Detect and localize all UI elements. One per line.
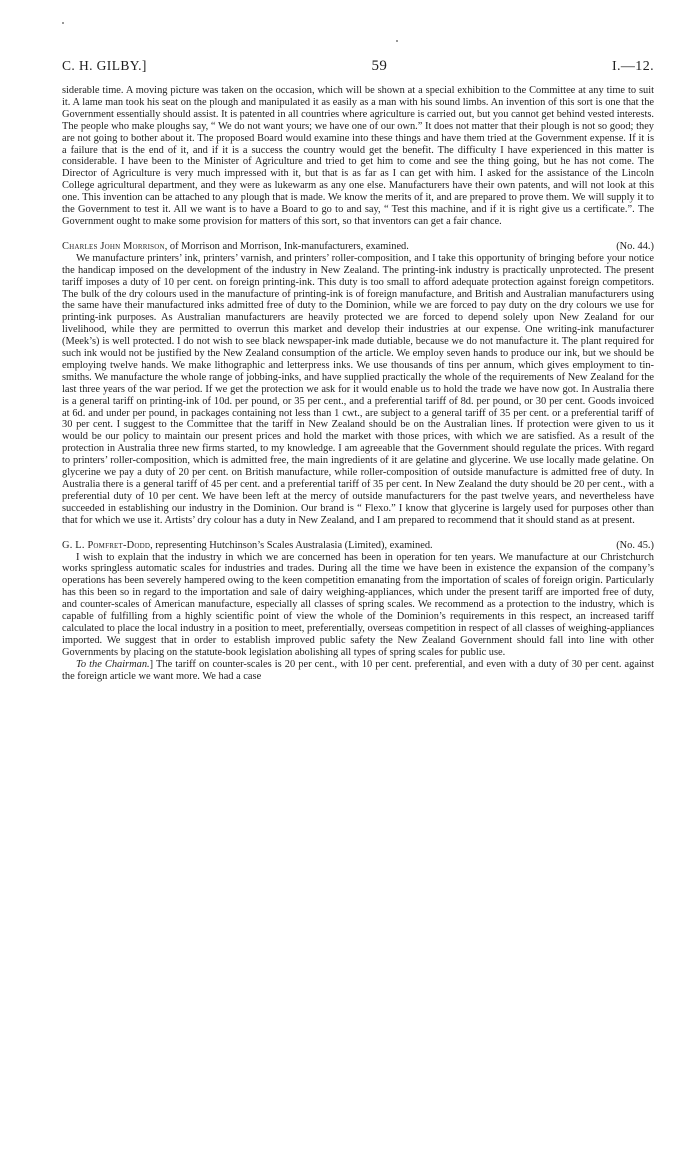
document-page <box>62 58 654 683</box>
pomfret-evidence: I wish to explain that the industry in which we are concerned has been in operation for ten years. We manufacture at our Christchurch works springless automatic scales for industries and trades. During all the time we have been in existence the expansion of the company’s operations has been severely hampered owing to the keen competition emanating from the importation of scales of foreign origin. Particularly has this been so in regard to the importation and sale of dairy weighing-appliances, which under the present tariff are imported free of duty, and counter-scales of American manufacture, especially all classes of spring scales. We recommend as a protection to the industry, which is capable of fulfilling from a highly scientific point of view the whole of the Dominion’s requirements in this respect, an increased tariff calculated to place the local industry in a position to meet, preferentially, overseas competition in respect of all classes of weighing-appliances imported. We suggest that in order to establish improved public safety the New Zealand Government should fall into line with other Governments by placing on the statute-book legislation abolishing all types of spring scales for public use. <box>62 551 654 658</box>
pomfret-heading <box>62 540 654 552</box>
morrison-evidence: We manufacture printers’ ink, printers’ varnish, and printers’ roller-composition, and I take this opportunity of bringing before your notice the handicap imposed on the development of the industry in New Zealand. The printing-ink industry is practically unprotected. The present tariff imposes a duty of 10 per cent. on foreign printing-ink. This duty is too small to afford adequate protection against foreign competitors. The bulk of the dry colours used in the manufacture of printing-ink is of foreign manufacture, and British and Australian manufacturers using the same have their manufactured inks admitted free of duty to the Dominion, while we are forced to pay duty on the dry colours we use for printing-ink purposes. As Australian manufacturers are heavily protected we are forced to depend solely upon New Zealand for our livelihood, while they are permitted to overrun this market and develop their industries at our expense. One writing-ink manufacturer (Meek’s) is well protected. I do not wish to see black newspaper-ink made dutiable, because we do not manufacture it. The plant required for such ink would not be justified by the New Zealand consumption of the article. We employ seven hands to produce our ink, but we should be employing twelve hands. We make lithographic and letterpress inks. We use thousands of tins per annum, which gives employment to tin-smiths. We manufacture the whole range of jobbing-inks, and have supplied practically the whole of the requirements of New Zealand for the last three years of the war period. If we get the protection we ask for it would enable us to hold the trade we have now got. In Australia there is a general tariff on printing-ink of 10d. per pound, or 35 per cent., and a preferential tariff of 8d. per pound, or 30 per cent. Goods invoiced at 6d. and under per pound, in packages containing not less than 1 cwt., are subject to a general tariff of 35 per cent. or a preferential tariff of 30 per cent. I suggest to the Committee that the tariff in New Zealand should be on the Australian lines. If protection were given to us it would be our policy to maintain our present prices and hold the market with those prices, with which we are satisfied. As a result of the protection in Australia three new firms started, to my knowledge. I am agreeable that the Government should regulate the prices. With regard to printers’ roller-composition, which is admitted free, the main ingredients of it are gelatine and glycerine. We use locally made gelatine. On glycerine we pay a duty of 20 per cent. on British manufacture, while roller-composition of outside manufacture is admitted free of duty. In Australia there is a general tariff of 45 per cent. and a preferential tariff of 35 per cent. In New Zealand the duty should be 20 per cent., with a preferential duty of 10 per cent. We have been left at the mercy of outside manufacturers for the past twelve years, and nevertheless have succeeded in establishing our industry in the Dominion. Our brand is “ Flexo.” I know that glycerine is largely used for purposes other than that for which we use it. Artists’ dry colour has a duty in New Zealand, and I am prepared to recommend that it should stand as at present. <box>62 252 654 526</box>
paper-reference: I.—12. <box>611 59 654 74</box>
chairman-label: To the Chairman. <box>76 658 150 670</box>
evidence-number: (No. 44.) <box>616 240 654 252</box>
gilby-continued-paragraph: siderable time. A moving picture was taken on the occasion, which will be shown at a special exhibition to the Committee at any time to suit it. A lame man took his seat on the plough and manipulated it as easily as a man with his sound limbs. An invention of this sort is one that the Government essentially should assist. It is patented in all countries where agriculture is carried out, but you cannot get behind vested interests. The people who make ploughs say, “ We do not want yours; we have one of our own.” It does not matter that their plough is not so good; they are not going to bother about it. The proposed Board would examine into these things and have them tried at the Government expense. If it is a failure that is the end of it, and if it is a success the country would get the benefit. The difficulty I have experienced in this matter is considerable. I have been to the Minister of Agriculture and tried to get him to come and see the thing going, but he has not come. The Director of Agriculture is very much impressed with it, but that is as far as I can get with him. I asked for the assistance of the Lincoln College agricultural department, and they were as lukewarm as any one else. Manufacturers have their own patents, and will not look at this one. This invention can be attached to any plough that is made. We know the merits of it, and are prepared to prove them. We will supply it to the Government to test it. All we want is to have a Board to go to and say, “ Test this machine, and if it is right give us a certificate.”. The Government ought to make some provision for matters of this sort, so that inventors can get a fair chance. <box>62 85 654 227</box>
witness-name: Charles John Morrison <box>62 240 165 252</box>
witness-name: G. L. Pomfret-Dodd <box>62 539 151 551</box>
header-witness: C. H. GILBY.] <box>62 58 147 73</box>
page-number: 59 <box>371 58 388 74</box>
evidence-number: (No. 45.) <box>616 539 654 551</box>
section-gap <box>62 527 654 540</box>
paper-speck <box>62 22 64 24</box>
section-gap <box>62 228 654 241</box>
page-header <box>62 58 654 75</box>
chairman-answer: ] The tariff on counter-scales is 20 per cent., with 10 per cent. preferential, and even with a duty of 30 per cent. against the foreign article we want more. We had a case <box>62 658 654 682</box>
chairman-question-paragraph <box>62 659 654 683</box>
paper-speck <box>396 40 398 42</box>
witness-description: , representing Hutchinson’s Scales Australasia (Limited), examined. <box>150 539 433 551</box>
witness-description: , of Morrison and Morrison, Ink-manufacturers, examined. <box>164 240 409 252</box>
morrison-heading <box>62 241 654 253</box>
